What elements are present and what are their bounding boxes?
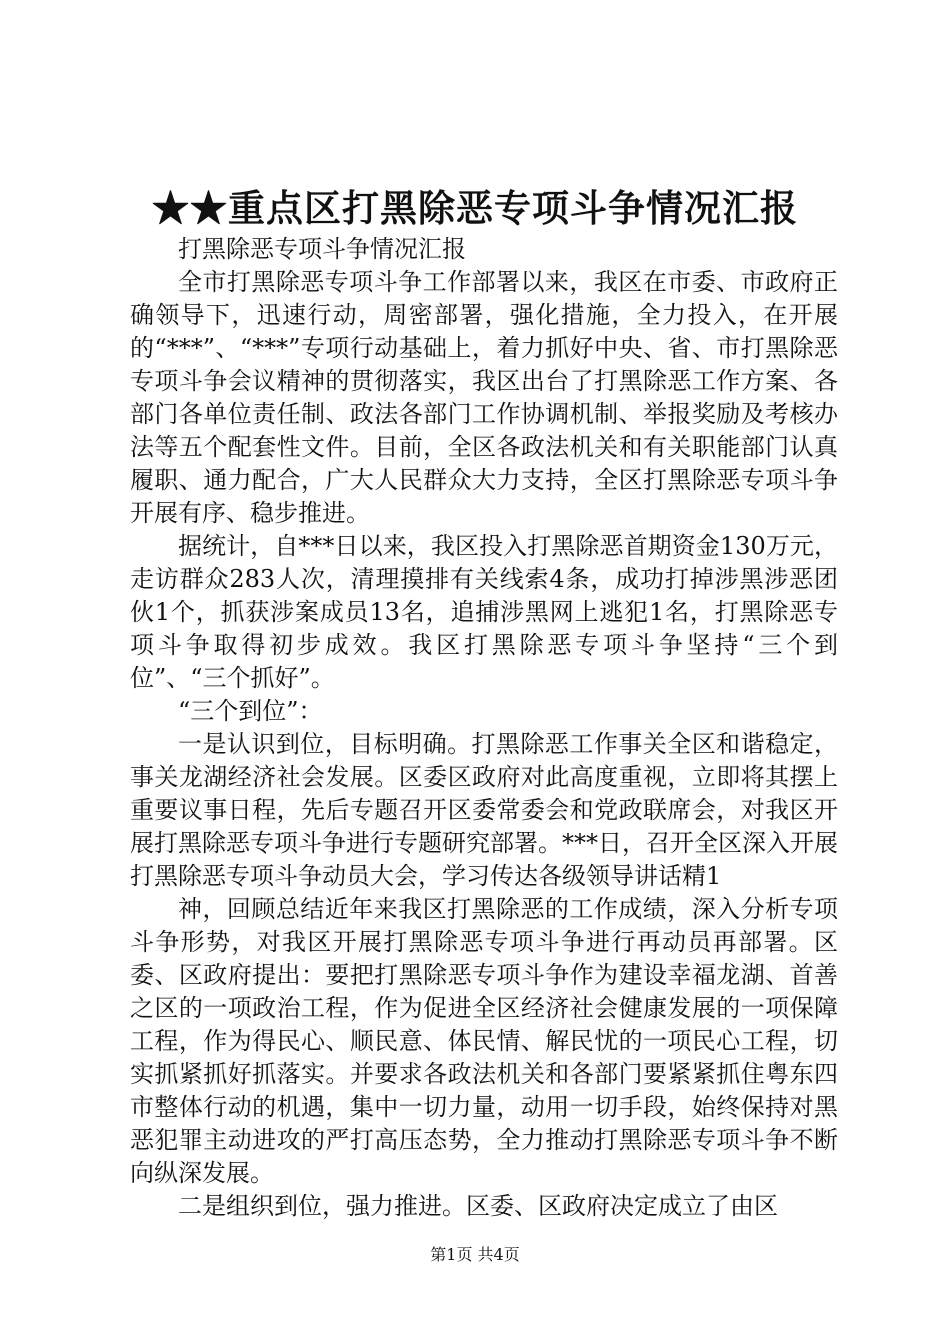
paragraph-three-in-place-heading: “三个到位”：	[178, 697, 323, 725]
document-body	[130, 233, 838, 1223]
page-footer: 第1页 共4页	[430, 1245, 520, 1264]
paragraph-overview: 全市打黑除恶专项斗争工作部署以来，我区在市委、市政府正确领导下，迅速行动，周密部署，强化措施，全力投入，在开展的“***”、“***”专项行动基础上，着力抓好中央、省、市打黑除恶专项斗争会议精神的贯彻落实，我区出台了打黑除恶工作方案、各部门各单位责任制、政法各部门工作协调机制、举报奖励及考核办法等五个配套性文件。目前，全区各政法机关和有关职能部门认真履职、通力配合，广大人民群众大力支持，全区打黑除恶专项斗争开展有序、稳步推进。	[130, 268, 838, 527]
document-title: ★★重点区打黑除恶专项斗争情况汇报	[152, 186, 798, 230]
paragraph-subtitle: 打黑除恶专项斗争情况汇报	[178, 235, 466, 263]
paragraph-statistics: 据统计，自***日以来，我区投入打黑除恶首期资金130万元，走访群众283人次，清理摸排有关线索4条，成功打掉涉黑涉恶团伙1个，抓获涉案成员13名，追捕涉黑网上逃犯1名，打黑除恶专项斗争取得初步成效。我区打黑除恶专项斗争坚持“三个到位”、“三个抓好”。	[130, 532, 838, 692]
paragraph-point-one: 一是认识到位，目标明确。打黑除恶工作事关全区和谐稳定，事关龙湖经济社会发展。区委区政府对此高度重视，立即将其摆上重要议事日程，先后专题召开区委常委会和党政联席会，对我区开展打黑除恶专项斗争进行专题研究部署。***日，召开全区深入开展打黑除恶专项斗争动员大会，学习传达各级领导讲话精1	[130, 730, 838, 890]
paragraph-point-two: 二是组织到位，强力推进。区委、区政府决定成立了由区	[178, 1192, 778, 1220]
paragraph-continuation: 神，回顾总结近年来我区打黑除恶的工作成绩，深入分析专项斗争形势，对我区开展打黑除恶专项斗争进行再动员再部署。区委、区政府提出：要把打黑除恶专项斗争作为建设幸福龙湖、首善之区的一项政治工程，作为促进全区经济社会健康发展的一项保障工程，作为得民心、顺民意、体民情、解民忧的一项民心工程，切实抓紧抓好抓落实。并要求各政法机关和各部门要紧紧抓住粤东四市整体行动的机遇，集中一切力量，动用一切手段，始终保持对黑恶犯罪主动进攻的严打高压态势，全力推动打黑除恶专项斗争不断向纵深发展。	[130, 895, 838, 1187]
